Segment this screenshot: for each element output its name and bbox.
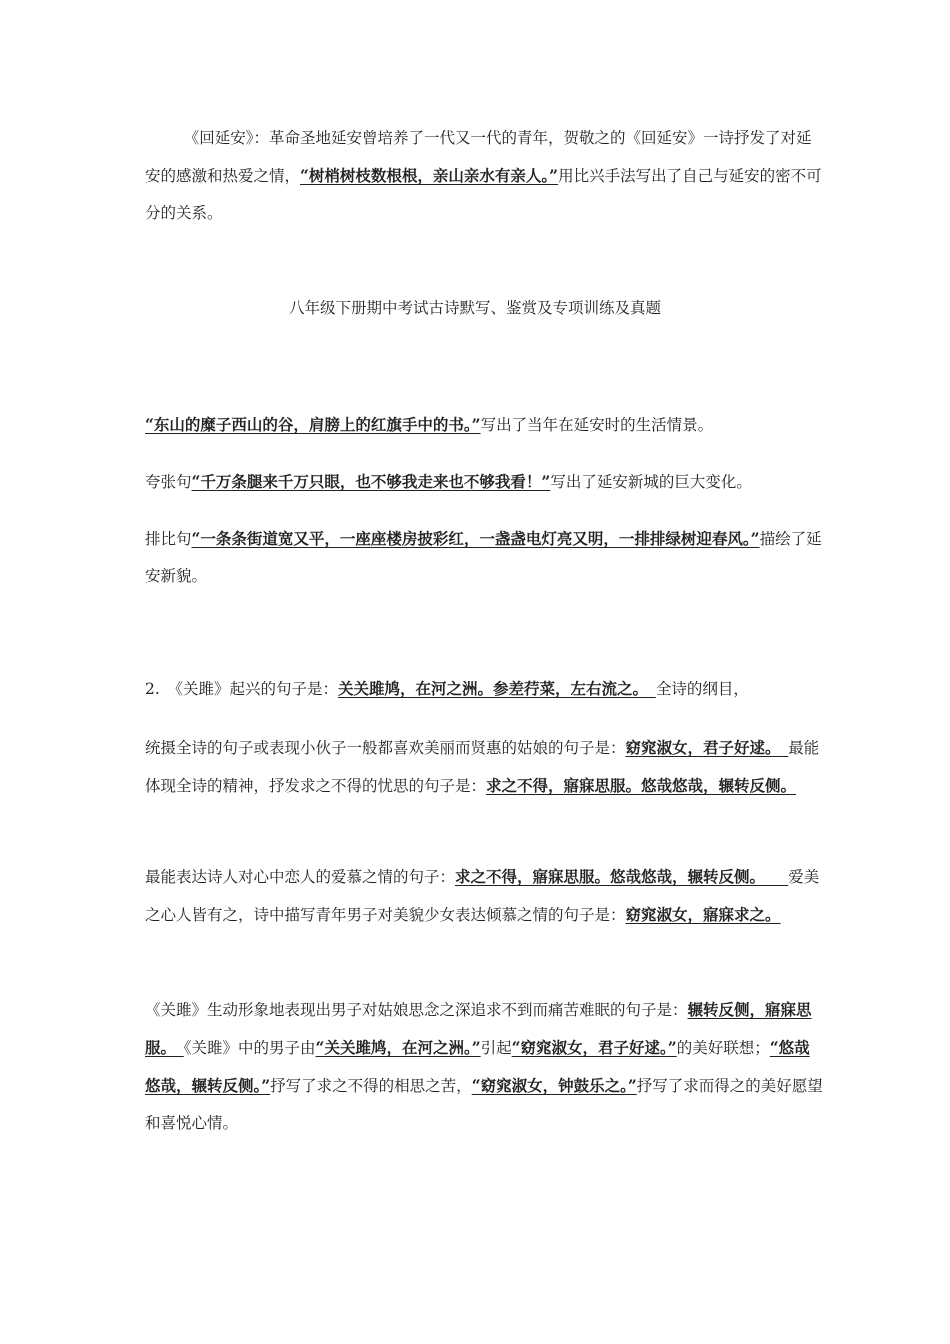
text: 用比兴手法写出了自己与延安的密不可分的关系。	[145, 167, 822, 222]
underlined-answer: 关关雎鸠，在河之洲。参差荇菜，左右流之。	[338, 679, 656, 698]
text: 排比句	[145, 530, 192, 548]
text: 《关雎》生动形象地表现出男子对姑娘思念之深追求不到而痛苦难眠的句子是：	[145, 1001, 688, 1019]
text: 最能体现全诗的精神，抒发求之不得的忧思的句子是：	[145, 739, 820, 795]
paragraph-guanju-love	[145, 858, 825, 934]
underlined-quote: “树梢树枝数根根，亲山亲水有亲人。”	[300, 166, 559, 185]
underlined-blank	[757, 867, 788, 886]
paragraph-hyperbole	[145, 463, 825, 501]
text: 描绘了延安新貌。	[145, 530, 822, 585]
paragraph-hui-yanan-intro	[145, 120, 825, 232]
text: 写出了延安新城的巨大变化。	[550, 473, 752, 491]
text: 写出了当年在延安时的生活情景。	[480, 416, 714, 434]
text: 引起	[480, 1039, 512, 1057]
underlined-answer: “关关雎鸠，在河之洲。”	[315, 1038, 481, 1057]
text: 统摄全诗的句子或表现小伙子一般都喜欢美丽而贤惠的姑娘的句子是：	[145, 739, 626, 757]
paragraph-parallelism	[145, 520, 825, 595]
paragraph-life-scene	[145, 406, 825, 444]
underlined-quote: “一条条街道宽又平，一座座楼房披彩红，一盏盏电灯亮又明，一排排绿树迎春风。”	[191, 529, 760, 548]
underlined-answer: “窈窕淑女，钟鼓乐之。”	[471, 1076, 637, 1095]
underlined-answer: 窈窕淑女，君子好逑。	[625, 738, 789, 757]
text: 《关雎》中的男子由	[183, 1039, 316, 1057]
underlined-answer: 窈窕淑女，寤寐求之。	[625, 905, 781, 924]
paragraph-guanju-longing	[145, 991, 825, 1142]
underlined-quote: “东山的糜子西山的谷，肩膀上的红旗手中的书。”	[145, 415, 481, 434]
underlined-answer: “悠哉悠哉，辗转反侧。”	[145, 1038, 810, 1095]
underlined-answer: 求之不得，寤寐思服。悠哉悠哉，辗转反侧。	[455, 867, 758, 886]
paragraph-guanju-theme	[145, 729, 825, 805]
text: 《回延安》：革命圣地延安曾培养了一代又一代的青年，贺敬之的《回延安》一诗抒发了对延安的感激和热爱之情，	[145, 129, 812, 185]
underlined-answer: “窈窕淑女，君子好逑。”	[511, 1038, 677, 1057]
text: 全诗的纲目，	[655, 680, 749, 698]
underlined-answer: 辗转反侧，寤寐思服。	[145, 1000, 812, 1057]
text: 2. 《关雎》起兴的句子是：	[145, 680, 339, 698]
underlined-answer: 求之不得，寤寐思服。悠哉悠哉，辗转反侧。	[486, 776, 797, 795]
text: 的美好联想；	[676, 1039, 770, 1057]
underlined-quote: “千万条腿来千万只眼，也不够我走来也不够我看！”	[191, 472, 551, 491]
text: 爱美之心人皆有之，诗中描写青年男子对美貌少女表达倾慕之情的句子是：	[145, 868, 820, 924]
text: 抒写了求之不得的相思之苦，	[270, 1077, 472, 1095]
section-heading: 八年级下册期中考试古诗默写、鉴赏及专项训练及真题	[288, 299, 661, 317]
text: 最能表达诗人对心中恋人的爱慕之情的句子：	[145, 868, 456, 886]
paragraph-guanju-opening	[145, 670, 825, 708]
text: 夸张句	[145, 473, 192, 491]
text: 抒写了求而得之的美好愿望和喜悦心情。	[145, 1077, 823, 1132]
